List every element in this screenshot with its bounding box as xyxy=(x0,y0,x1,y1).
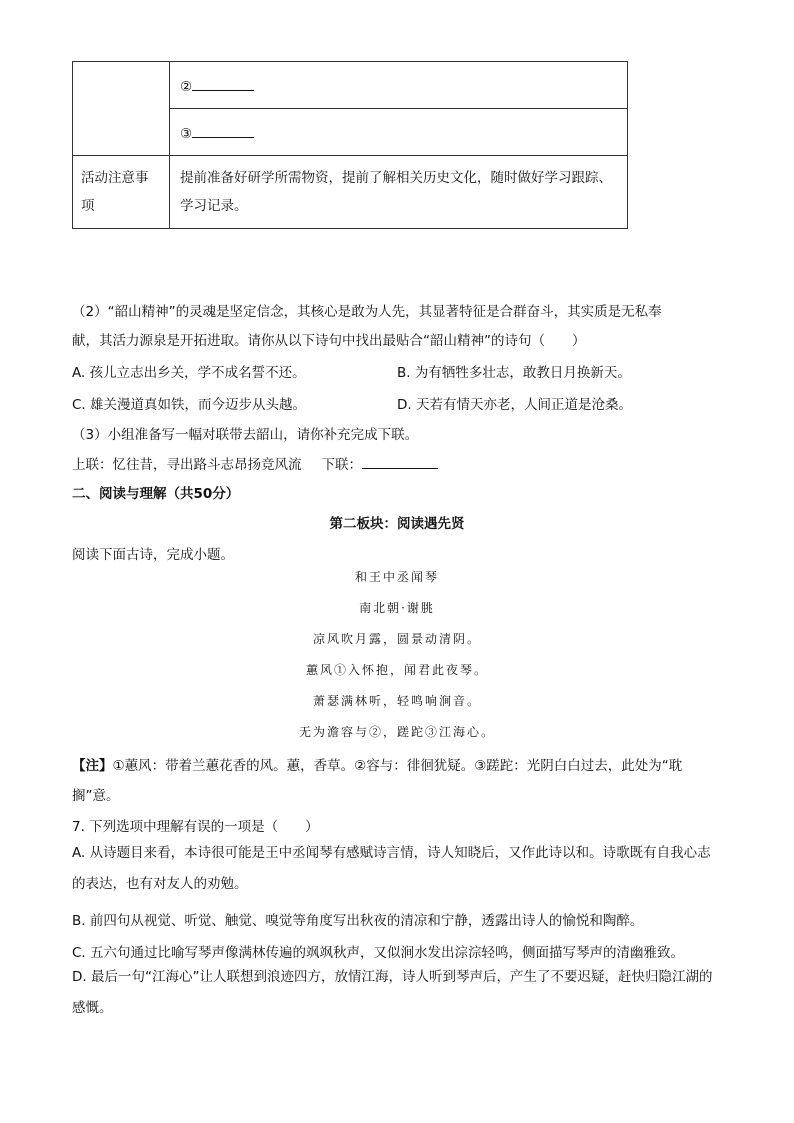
fill-blank[interactable] xyxy=(192,123,254,138)
poem-line: 萧瑟满林听，轻鸣响涧音。 xyxy=(312,694,481,708)
notes-text: ①蕙风：带着兰蕙花香的风。蕙，香草。②容与：徘徊犹疑。③蹉跎：光阴白白过去，此处为“耽 xyxy=(112,758,683,774)
answer-cell-2 xyxy=(170,62,628,109)
table-row xyxy=(73,156,628,229)
poem-line: 无为澹容与②，蹉跎③江海心。 xyxy=(298,725,495,739)
q7-option-b[interactable]: B. 前四句从视觉、听觉、触觉、嗅觉等角度写出秋夜的清凉和宁静，透露出诗人的愉悦和陶醉。 xyxy=(72,913,644,929)
poem-author: 南北朝·谢朓 xyxy=(359,601,435,615)
notes-tag: 【注】 xyxy=(72,758,113,774)
couplet-line xyxy=(72,453,438,473)
notes-label-cell xyxy=(73,156,170,229)
notes-line2: 搁”意。 xyxy=(72,788,120,804)
couplet-lower-blank[interactable] xyxy=(362,454,438,469)
notes-text-line: 学习记录。 xyxy=(180,198,248,214)
q2-option-b[interactable]: B. 为有牺牲多壮志，敢教日月换新天。 xyxy=(397,365,631,381)
poem-line: 蕙风①入怀抱，闻君此夜琴。 xyxy=(305,663,488,677)
notes-label-line: 项 xyxy=(81,198,95,214)
q2-stem-line1: （2）“韶山精神”的灵魂是坚定信念，其核心是敢为人先，其显著特征是合群奋斗，其实质是无私奉 xyxy=(72,304,662,320)
reading-instruction: 阅读下面古诗，完成小题。 xyxy=(72,547,234,563)
couplet-upper: 上联：忆往昔，寻出路斗志昂扬竞风流 xyxy=(72,457,302,473)
item-number: ② xyxy=(180,78,193,95)
q2-option-d[interactable]: D. 天若有情天亦老，人间正道是沧桑。 xyxy=(397,397,632,413)
item-number: ③ xyxy=(180,125,193,142)
fill-blank[interactable] xyxy=(192,76,254,91)
notes-text-line: 提前准备好研学所需物资，提前了解相关历史文化，随时做好学习跟踪、 xyxy=(180,170,612,186)
poem-title: 和王中丞闻琴 xyxy=(354,570,439,584)
q3-stem: （3）小组准备写一幅对联带去韶山，请你补充完成下联。 xyxy=(72,427,419,443)
q7-option-c[interactable]: C. 五六句通过比喻写琴声像满林传遍的飒飒秋声，又似涧水发出淙淙轻鸣，侧面描写琴声的清幽雅致。 xyxy=(72,945,685,961)
table-row xyxy=(73,62,628,109)
block-title: 第二板块：阅读遇先贤 xyxy=(329,516,465,532)
poem-line: 凉风吹月露，圆景动清阴。 xyxy=(312,632,481,646)
couplet-lower-label: 下联： xyxy=(321,457,362,473)
q7-option-a[interactable]: A. 从诗题目来看，本诗很可能是王中丞闻琴有感赋诗言情，诗人知晓后，又作此诗以和。诗歌既有自我心志的表达，也有对友人的劝勉。 xyxy=(72,845,711,892)
notes-text-cell xyxy=(170,156,628,229)
q7-option-d[interactable]: D. 最后一句“江海心”让人联想到浪迹四方，放情江海，诗人听到琴声后，产生了不要迟疑，赶快归隐江湖的感慨。 xyxy=(72,969,713,1016)
q2-option-c[interactable]: C. 雄关漫道真如铁，而今迈步从头越。 xyxy=(72,397,307,413)
q2-option-a[interactable]: A. 孩儿立志出乡关，学不成名誓不还。 xyxy=(72,365,306,381)
answer-cell-3 xyxy=(170,109,628,156)
notes-line1 xyxy=(72,754,682,774)
q7-stem: 7. 下列选项中理解有误的一项是（ ） xyxy=(72,819,319,835)
q2-stem-line2: 献，其活力源泉是开拓进取。请你从以下诗句中找出最贴合“韶山精神”的诗句（ ） xyxy=(72,333,586,349)
merged-empty-cell xyxy=(73,62,170,156)
section-heading: 二、阅读与理解（共50分） xyxy=(72,486,240,502)
activity-plan-table xyxy=(72,61,628,229)
notes-label-line: 活动注意事 xyxy=(81,170,149,186)
